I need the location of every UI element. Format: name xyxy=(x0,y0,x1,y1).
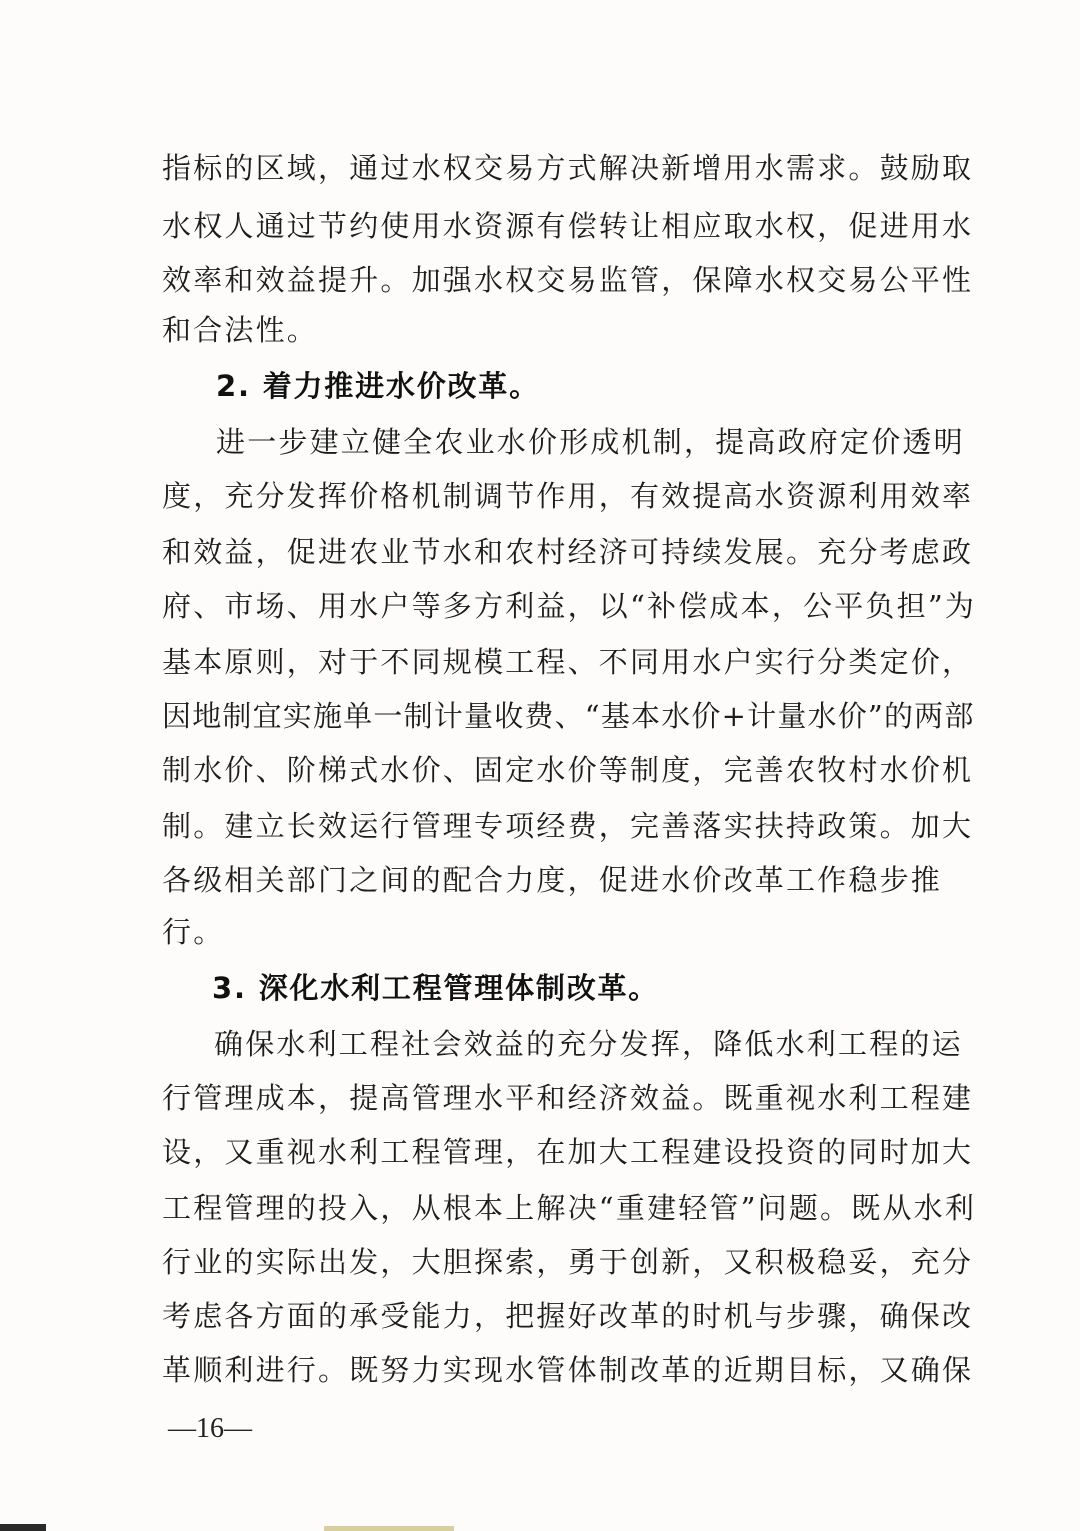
paragraph-line: 考虑各方面的承受能力，把握好改革的时机与步骤，确保改 xyxy=(162,1299,974,1333)
paragraph-line: 确保水利工程社会效益的充分发挥，降低水利工程的运 xyxy=(214,1027,963,1061)
paragraph-line: 革顺利进行。既努力实现水管体制改革的近期目标，又确保 xyxy=(162,1353,974,1387)
paragraph-line: 制。建立长效运行管理专项经费，完善落实扶持政策。加大 xyxy=(162,809,974,843)
section-heading-3: 3. 深化水利工程管理体制改革。 xyxy=(212,971,660,1005)
paragraph-line: 设，又重视水利工程管理，在加大工程建设投资的同时加大 xyxy=(162,1135,974,1169)
page-number: —16— xyxy=(168,1413,252,1444)
scan-edge-mark xyxy=(324,1526,454,1531)
paragraph-line: 和效益，促进农业节水和农村经济可持续发展。充分考虑政 xyxy=(162,535,974,569)
paragraph-line: 和合法性。 xyxy=(162,313,319,347)
paragraph-line: 水权人通过节约使用水资源有偿转让相应取水权，促进用水 xyxy=(162,209,974,243)
paragraph-line: 制水价、阶梯式水价、固定水价等制度，完善农牧村水价机 xyxy=(162,753,974,787)
paragraph-line: 度，充分发挥价格机制调节作用，有效提高水资源利用效率 xyxy=(162,479,974,513)
paragraph-line: 行业的实际出发，大胆探索，勇于创新，又积极稳妥，充分 xyxy=(162,1245,974,1279)
paragraph-line: 工程管理的投入，从根本上解决“重建轻管”问题。既从水利 xyxy=(162,1191,977,1225)
paragraph-line: 效率和效益提升。加强水权交易监管，保障水权交易公平性 xyxy=(162,263,974,297)
paragraph-line: 行。 xyxy=(162,915,225,949)
section-heading-2: 2. 着力推进水价改革。 xyxy=(216,369,540,403)
paragraph-line: 各级相关部门之间的配合力度，促进水价改革工作稳步推 xyxy=(162,863,943,897)
paragraph-line: 行管理成本，提高管理水平和经济效益。既重视水利工程建 xyxy=(162,1081,974,1115)
paragraph-line: 进一步建立健全农业水价形成机制，提高政府定价透明 xyxy=(216,425,965,459)
paragraph-line: 指标的区域，通过水权交易方式解决新增用水需求。鼓励取 xyxy=(162,151,974,185)
paragraph-line: 基本原则，对于不同规模工程、不同用水户实行分类定价， xyxy=(162,645,974,679)
scan-edge-mark xyxy=(0,1524,46,1531)
paragraph-line: 因地制宜实施单一制计量收费、“基本水价+计量水价”的两部 xyxy=(162,699,975,733)
paragraph-line: 府、市场、用水户等多方利益，以“补偿成本，公平负担”为 xyxy=(162,589,977,623)
